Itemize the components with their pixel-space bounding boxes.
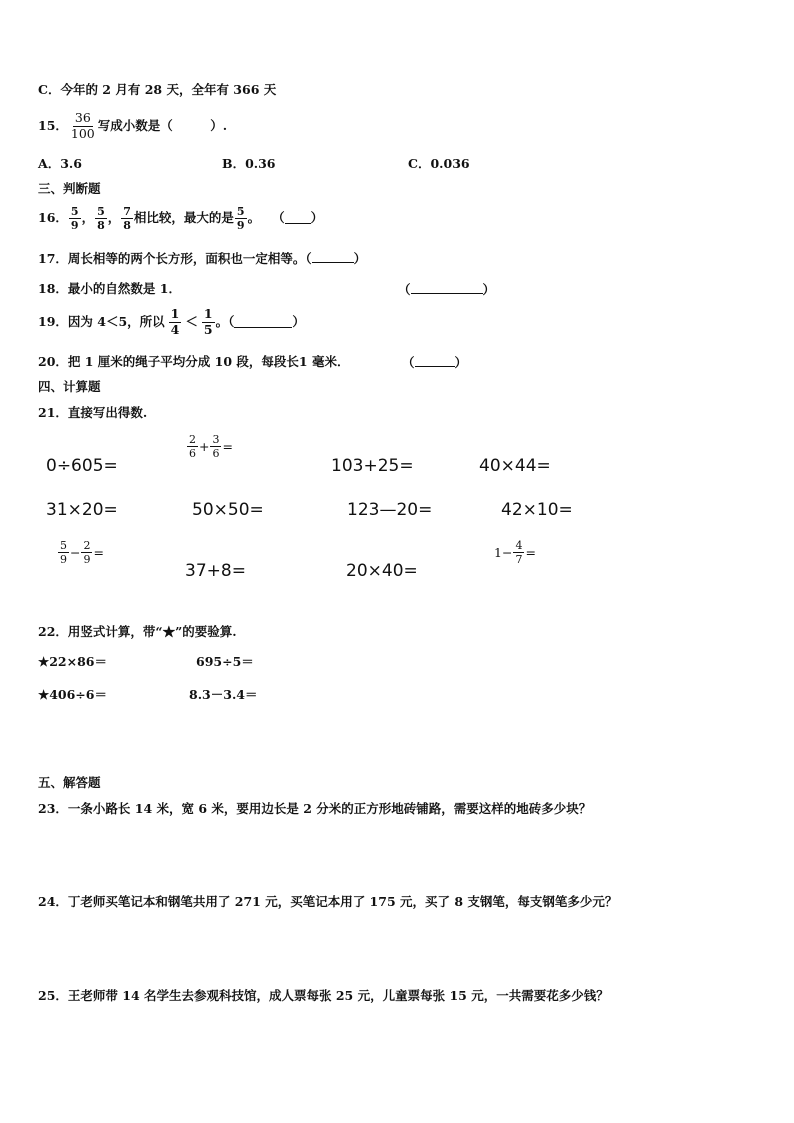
question-24: 24．丁老师买笔记本和钢笔共用了 271 元，买笔记本用了 175 元，买了 8 支钢笔，每支钢笔多少元？ — [38, 894, 618, 909]
q20-answer-blank[interactable] — [415, 356, 455, 367]
q15-option-b: B．0.36 — [222, 156, 276, 171]
vertical-calc-2: 695÷5＝ — [196, 654, 254, 669]
question-16: 16． $\frac{5}{9}$ ， $\frac{5}{8}$ ， $\frac{7}{8}$ 相比较，最大的是 $\frac{5}{9}$ 。 （ ） — [38, 205, 324, 232]
vertical-calc-1: ★22×86＝ — [38, 654, 107, 669]
q14-option-c: C．今年的 2 月有 28 天，全年有 366 天 — [38, 82, 277, 97]
question-17: 17．周长相等的两个长方形，面积也一定相等。（ ） — [38, 251, 367, 266]
q20-answer: （ ） — [402, 355, 468, 370]
q15-number: 15． — [38, 117, 68, 133]
q16-answer-blank[interactable] — [285, 213, 311, 224]
calc-one-minus-frac: 1− $\frac{4}{7}$ = — [494, 539, 536, 566]
calc-50-times-50: 50×50= — [192, 500, 264, 520]
calc-frac-sub: $\frac{5}{9}$ − $\frac{2}{9}$ = — [60, 539, 104, 566]
calc-123-minus-20: 123—20= — [347, 500, 433, 520]
question-20: 20．把 1 厘米的绳子平均分成 10 段，每段长1 毫米． — [38, 354, 350, 369]
calc-20-times-40: 20×40= — [346, 561, 418, 581]
calc-103-plus-25: 103+25= — [331, 456, 414, 476]
q15-option-a: A．3.6 — [38, 156, 82, 171]
q16-fraction-1: $\frac{5}{9}$ — [70, 205, 79, 232]
q17-answer-blank[interactable] — [312, 252, 354, 263]
section-3-heading: 三、判断题 — [38, 181, 101, 196]
q19-answer-blank[interactable] — [234, 317, 292, 328]
q15-text: 写成小数是（ ）. — [97, 117, 228, 133]
question-21-title: 21．直接写出得数. — [38, 405, 148, 420]
calc-0-div-605: 0÷605= — [46, 456, 118, 476]
calc-frac-add: $\frac{2}{6}$ + $\frac{3}{6}$ = — [189, 433, 233, 460]
vertical-calc-4: 8.3－3.4＝ — [189, 687, 258, 702]
question-22-title: 22．用竖式计算，带“★”的要验算. — [38, 624, 237, 639]
calc-42-times-10: 42×10= — [501, 500, 573, 520]
section-4-heading: 四、计算题 — [38, 379, 101, 394]
question-18: 18．最小的自然数是 1． — [38, 281, 181, 296]
section-5-heading: 五、解答题 — [38, 775, 101, 790]
question-25: 25．王老师带 14 名学生去参观科技馆，成人票每张 25 元，儿童票每张 15 元，一共需要花多少钱？ — [38, 988, 609, 1003]
q16-fraction-2: $\frac{5}{8}$ — [97, 205, 105, 232]
calc-40-times-44: 40×44= — [479, 456, 551, 476]
calc-37-plus-8: 37+8= — [185, 561, 246, 581]
q15-option-c: C．0.036 — [408, 156, 470, 171]
calc-31-times-20: 31×20= — [46, 500, 118, 520]
q19-fraction-2: $\frac{1}{5}$ — [203, 306, 213, 337]
q15-fraction: $\frac{36}{100}$ — [70, 110, 95, 141]
q16-fraction-3: $\frac{7}{8}$ — [123, 205, 131, 232]
question-19: 19．因为 4＜5，所以 $\frac{1}{4}$ ＜ $\frac{1}{5}$ 。（ ） — [38, 306, 305, 337]
question-15 — [38, 112, 227, 140]
q19-fraction-1: $\frac{1}{4}$ — [170, 306, 180, 337]
question-23: 23．一条小路长 14 米，宽 6 米，要用边长是 2 分米的正方形地砖铺路，需要这样的地砖多少块？ — [38, 801, 592, 816]
q18-answer: （ ） — [398, 282, 496, 297]
vertical-calc-3: ★406÷6＝ — [38, 687, 107, 702]
q18-answer-blank[interactable] — [411, 283, 483, 294]
q16-fraction-4: $\frac{5}{9}$ — [236, 205, 245, 232]
